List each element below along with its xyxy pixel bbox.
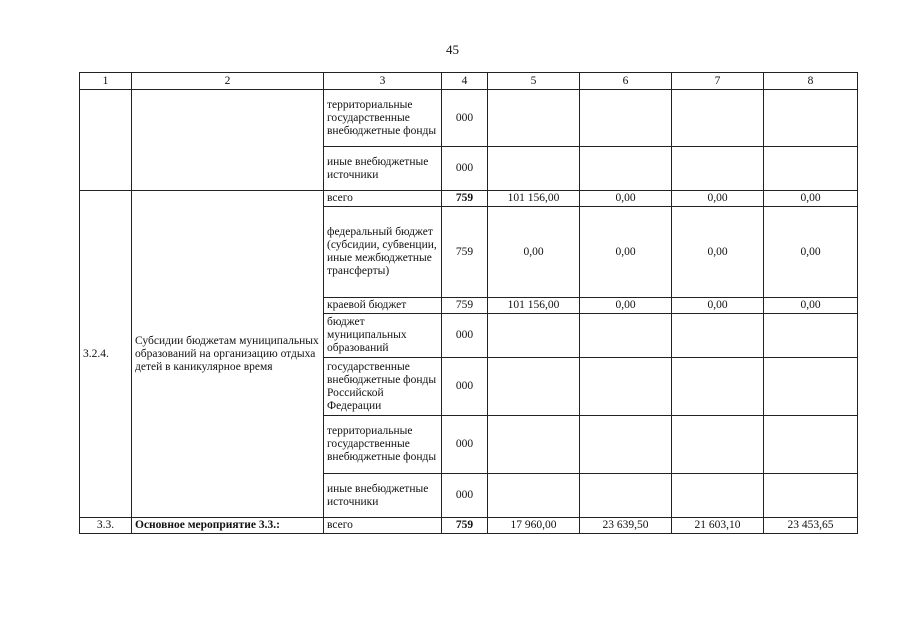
source-cell: краевой бюджет [324, 298, 442, 314]
header-row [80, 73, 858, 90]
source-cell: территориальные государственные внебюджетные фонды [324, 90, 442, 147]
value-cell: 23 639,50 [580, 518, 672, 534]
value-cell [580, 358, 672, 416]
value-cell [672, 314, 764, 358]
value-cell [488, 90, 580, 147]
header-cell: 6 [580, 73, 672, 90]
value-cell [764, 358, 858, 416]
value-cell [672, 90, 764, 147]
code-cell: 000 [442, 90, 488, 147]
code-cell: 000 [442, 416, 488, 474]
value-cell: 101 156,00 [488, 191, 580, 207]
description-cell: Основное мероприятие 3.3.: [132, 518, 324, 534]
value-cell: 21 603,10 [672, 518, 764, 534]
page-number: 45 [446, 42, 459, 57]
value-cell: 0,00 [672, 207, 764, 298]
source-cell: бюджет муниципальных образований [324, 314, 442, 358]
code-cell: 759 [442, 518, 488, 534]
value-cell: 0,00 [580, 298, 672, 314]
value-cell [488, 314, 580, 358]
number-cell: 3.3. [80, 518, 132, 534]
value-cell [764, 474, 858, 518]
value-cell [488, 358, 580, 416]
description-cell: Субсидии бюджетам муниципальных образований на организацию отдыха детей в каникулярное время [132, 191, 324, 518]
value-cell [580, 416, 672, 474]
value-cell: 0,00 [672, 191, 764, 207]
value-cell [764, 416, 858, 474]
table-row [80, 518, 858, 534]
value-cell [672, 416, 764, 474]
value-cell: 101 156,00 [488, 298, 580, 314]
code-cell: 759 [442, 207, 488, 298]
header-cell: 1 [80, 73, 132, 90]
value-cell [580, 314, 672, 358]
value-cell [580, 90, 672, 147]
code-cell: 000 [442, 474, 488, 518]
source-cell: всего [324, 518, 442, 534]
value-cell [488, 474, 580, 518]
code-cell: 759 [442, 298, 488, 314]
code-cell: 759 [442, 191, 488, 207]
value-cell: 0,00 [672, 298, 764, 314]
value-cell [488, 147, 580, 191]
value-cell [580, 147, 672, 191]
description-cell [132, 90, 324, 191]
header-cell: 3 [324, 73, 442, 90]
value-cell: 23 453,65 [764, 518, 858, 534]
source-cell: территориальные государственные внебюджетные фонды [324, 416, 442, 474]
value-cell [764, 147, 858, 191]
value-cell [488, 416, 580, 474]
value-cell: 0,00 [488, 207, 580, 298]
number-cell: 3.2.4. [80, 191, 132, 518]
header-cell: 5 [488, 73, 580, 90]
value-cell [672, 358, 764, 416]
source-cell: иные внебюджетные источники [324, 147, 442, 191]
value-cell [672, 474, 764, 518]
header-cell: 7 [672, 73, 764, 90]
table-row [80, 191, 858, 207]
source-cell: федеральный бюджет (субсидии, субвенции, иные межбюджетные трансферты) [324, 207, 442, 298]
value-cell: 17 960,00 [488, 518, 580, 534]
value-cell [580, 474, 672, 518]
source-cell: всего [324, 191, 442, 207]
header-cell: 4 [442, 73, 488, 90]
header-cell: 8 [764, 73, 858, 90]
value-cell: 0,00 [580, 207, 672, 298]
code-cell: 000 [442, 314, 488, 358]
header-cell: 2 [132, 73, 324, 90]
value-cell: 0,00 [764, 191, 858, 207]
value-cell [764, 314, 858, 358]
value-cell [764, 90, 858, 147]
value-cell: 0,00 [764, 298, 858, 314]
table-row [80, 90, 858, 147]
value-cell: 0,00 [764, 207, 858, 298]
source-cell: иные внебюджетные источники [324, 474, 442, 518]
code-cell: 000 [442, 147, 488, 191]
source-cell: государственные внебюджетные фонды Российской Федерации [324, 358, 442, 416]
value-cell: 0,00 [580, 191, 672, 207]
budget-table [79, 72, 858, 534]
code-cell: 000 [442, 358, 488, 416]
value-cell [672, 147, 764, 191]
number-cell [80, 90, 132, 191]
